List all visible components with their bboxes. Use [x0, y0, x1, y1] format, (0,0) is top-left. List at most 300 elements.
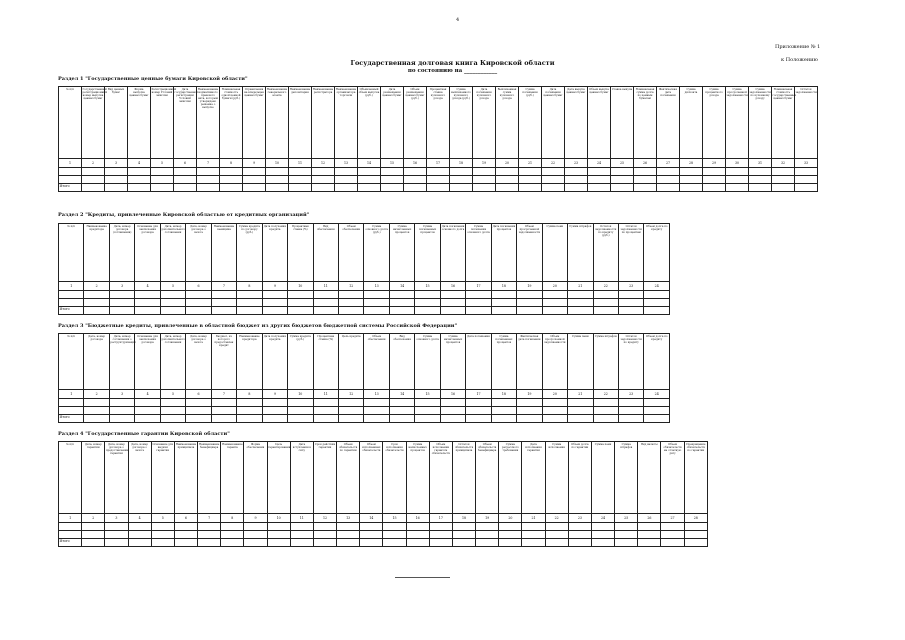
table-cell — [59, 523, 82, 531]
column-number: 19 — [476, 514, 499, 523]
table-cell — [404, 168, 427, 176]
table-cell — [364, 291, 389, 299]
table-cell — [415, 307, 440, 315]
table-cell — [360, 539, 383, 547]
table-cell — [545, 539, 568, 547]
table-row — [59, 299, 670, 307]
table-cell — [496, 168, 519, 176]
table-cell — [568, 399, 593, 407]
table-cell — [568, 407, 593, 415]
column-number: 19 — [517, 282, 542, 291]
table-cell — [615, 531, 638, 539]
table-cell — [288, 407, 313, 415]
table-cell — [197, 184, 220, 192]
table-cell — [221, 531, 244, 539]
column-header: Сумма дисконта — [680, 87, 703, 159]
column-header: Остаток задолженности по кредиту — [618, 334, 643, 390]
column-number-row — [59, 390, 670, 399]
column-header: Сумма регрессного требования — [499, 442, 522, 514]
table-cell — [618, 299, 643, 307]
table-cell — [105, 531, 128, 539]
table-cell — [593, 415, 618, 423]
table-cell — [517, 291, 542, 299]
table-cell — [517, 399, 542, 407]
table-cell — [615, 523, 638, 531]
column-number: 11 — [290, 514, 313, 523]
section-2-title: Раздел 2 "Кредиты, привлеченные Кировской областью от кредитных организаций" — [58, 212, 310, 218]
column-header: Сумма исполнения — [545, 442, 568, 514]
column-number: 6 — [186, 390, 211, 399]
table-cell — [312, 176, 335, 184]
table-cell — [244, 523, 267, 531]
column-header: Основание для заключения договора — [135, 224, 160, 282]
table-cell — [243, 168, 266, 176]
table-cell — [545, 523, 568, 531]
column-header: Объем обязательств бенефициара — [476, 442, 499, 514]
table-cell — [364, 307, 389, 315]
table-cell — [406, 523, 429, 531]
table-cell — [452, 539, 475, 547]
table-cell — [313, 299, 338, 307]
column-header: № п/п — [59, 87, 82, 159]
table-cell — [588, 168, 611, 176]
table-cell — [59, 407, 84, 415]
column-number-row — [59, 159, 818, 168]
column-number: 19 — [517, 390, 542, 399]
table-cell — [338, 307, 363, 315]
section-4-table — [58, 441, 708, 547]
column-number: 15 — [415, 390, 440, 399]
table-cell — [290, 523, 313, 531]
table-cell — [109, 407, 134, 415]
table-cell — [568, 415, 593, 423]
table-cell — [109, 399, 134, 407]
table-cell — [174, 539, 197, 547]
column-header: № п/п — [59, 334, 84, 390]
table-cell — [644, 291, 670, 299]
table-cell — [82, 539, 105, 547]
table-cell — [262, 291, 287, 299]
table-cell — [684, 539, 707, 547]
table-cell — [186, 399, 211, 407]
column-number: 5 — [151, 159, 174, 168]
table-row — [59, 291, 670, 299]
table-cell — [267, 539, 290, 547]
table-cell — [593, 299, 618, 307]
column-number: 24 — [644, 390, 670, 399]
column-number: 3 — [105, 159, 128, 168]
table-cell — [389, 407, 414, 415]
table-cell — [542, 415, 567, 423]
column-number: 12 — [312, 159, 335, 168]
column-number: 20 — [496, 159, 519, 168]
table-cell — [237, 299, 262, 307]
table-cell — [335, 176, 358, 184]
table-cell — [381, 176, 404, 184]
total-label: Итого — [59, 184, 82, 192]
header-row — [59, 334, 670, 390]
table-cell — [638, 539, 661, 547]
table-cell — [466, 299, 491, 307]
column-number: 15 — [415, 282, 440, 291]
table-cell — [237, 415, 262, 423]
table-cell — [772, 176, 795, 184]
column-header: Сумма штрафов — [615, 442, 638, 514]
table-cell — [358, 176, 381, 184]
table-cell — [491, 291, 516, 299]
table-row — [59, 531, 708, 539]
table-cell — [519, 176, 542, 184]
table-cell — [267, 523, 290, 531]
column-number: 9 — [244, 514, 267, 523]
column-number: 16 — [406, 514, 429, 523]
table-cell — [198, 531, 221, 539]
table-cell — [618, 407, 643, 415]
column-header: Объем обеспечения — [364, 334, 389, 390]
table-cell — [618, 415, 643, 423]
table-cell — [313, 531, 336, 539]
table-cell — [383, 531, 406, 539]
column-header: Сумма пени — [568, 334, 593, 390]
column-header: Процентная ставка (%) — [288, 224, 313, 282]
column-header: Сумма начисленных процентов — [406, 442, 429, 514]
column-number: 26 — [634, 159, 657, 168]
table-row — [59, 407, 670, 415]
table-cell — [82, 523, 105, 531]
column-number: 24 — [588, 159, 611, 168]
table-cell — [221, 539, 244, 547]
table-cell — [618, 291, 643, 299]
column-header: Дата получения кредита — [262, 334, 287, 390]
table-cell — [415, 415, 440, 423]
column-header: Сумма пени — [542, 224, 567, 282]
table-cell — [128, 176, 151, 184]
column-header: Форма выпуска ценных бумаг — [128, 87, 151, 159]
table-cell — [568, 531, 591, 539]
table-cell — [337, 523, 360, 531]
table-row — [59, 399, 670, 407]
table-cell — [634, 168, 657, 176]
table-cell — [519, 168, 542, 176]
table-cell — [542, 307, 567, 315]
column-number: 8 — [220, 159, 243, 168]
table-cell — [211, 307, 236, 315]
column-number: 17 — [429, 514, 452, 523]
column-header: Наименование кредитора — [237, 334, 262, 390]
column-number: 11 — [289, 159, 312, 168]
table-cell — [267, 531, 290, 539]
column-number: 6 — [186, 282, 211, 291]
table-cell — [312, 168, 335, 176]
column-header: Сумма начисленных процентов — [440, 334, 465, 390]
table-cell — [591, 539, 614, 547]
table-cell — [337, 539, 360, 547]
table-cell — [105, 539, 128, 547]
table-cell — [59, 176, 82, 184]
column-header: Дата, номер дополнительного соглашения — [160, 334, 185, 390]
table-cell — [186, 291, 211, 299]
column-number: 16 — [404, 159, 427, 168]
column-header: Сумма основного долга — [415, 334, 440, 390]
table-cell — [795, 176, 818, 184]
column-header: Сумма выплаченного купонного дохода (руб.) — [450, 87, 473, 159]
table-cell — [128, 184, 151, 192]
column-header: Дата погашения купонного дохода — [473, 87, 496, 159]
table-cell — [404, 176, 427, 184]
table-cell — [335, 184, 358, 192]
column-number: 3 — [105, 514, 128, 523]
column-header: Объем исполненных обязательств — [360, 442, 383, 514]
table-cell — [611, 176, 634, 184]
column-number: 5 — [160, 282, 185, 291]
table-cell — [565, 176, 588, 184]
column-number: 17 — [466, 390, 491, 399]
appendix-to-regulation: к Положению — [781, 57, 818, 63]
column-header: Сумма штрафов — [568, 224, 593, 282]
table-cell — [151, 523, 174, 531]
column-number: 9 — [243, 159, 266, 168]
table-cell — [109, 299, 134, 307]
table-cell — [288, 299, 313, 307]
table-cell — [288, 399, 313, 407]
column-header: Форма обеспечения — [244, 442, 267, 514]
table-cell — [198, 539, 221, 547]
table-cell — [84, 291, 109, 299]
table-cell — [174, 168, 197, 176]
column-number: 27 — [661, 514, 684, 523]
table-cell — [358, 184, 381, 192]
column-header: Сумма начисленных процентов — [389, 224, 414, 282]
column-header: Дата, номер договора — [84, 334, 109, 390]
column-header: Дата, номер договора о залоге — [186, 334, 211, 390]
table-cell — [680, 184, 703, 192]
table-cell — [644, 399, 670, 407]
column-header: Номинальная сумма долга по ценным бумагам — [634, 87, 657, 159]
column-header: Объем просроченной задолженности — [542, 334, 567, 390]
column-header: Остаток задолженности — [795, 87, 818, 159]
table-cell — [160, 407, 185, 415]
table-cell — [82, 531, 105, 539]
column-number: 9 — [262, 390, 287, 399]
table-cell — [262, 399, 287, 407]
column-header: Основание для выдачи гарантии — [151, 442, 174, 514]
table-cell — [749, 176, 772, 184]
table-cell — [542, 168, 565, 176]
column-number: 2 — [84, 282, 109, 291]
table-cell — [476, 539, 499, 547]
column-header: Объем просроченной задолженности — [517, 224, 542, 282]
total-label: Итого — [59, 539, 82, 547]
table-cell — [415, 299, 440, 307]
column-number: 21 — [568, 282, 593, 291]
column-header: Дата исполнения гарантии — [522, 442, 545, 514]
column-number: 13 — [364, 282, 389, 291]
column-header: Ставка выкупа — [611, 87, 634, 159]
column-number-row — [59, 514, 708, 523]
table-cell — [364, 299, 389, 307]
total-label: Итого — [59, 415, 84, 423]
column-number: 22 — [542, 159, 565, 168]
column-number: 19 — [473, 159, 496, 168]
column-header: Фактическая дата погашения — [657, 87, 680, 159]
column-header: Дата, номер договора (соглашения) — [109, 224, 134, 282]
table-cell — [496, 176, 519, 184]
table-cell — [105, 176, 128, 184]
column-header: Фактическая дата погашения — [517, 334, 542, 390]
column-number: 22 — [593, 282, 618, 291]
table-cell — [726, 184, 749, 192]
column-header: Дата погашения процентов — [491, 224, 516, 282]
table-cell — [135, 399, 160, 407]
table-cell — [128, 168, 151, 176]
column-header: Вид обеспечения — [313, 224, 338, 282]
total-label: Итого — [59, 307, 84, 315]
table-cell — [220, 176, 243, 184]
table-cell — [337, 531, 360, 539]
table-cell — [644, 407, 670, 415]
table-cell — [542, 184, 565, 192]
column-header: Объем исполнения гарантом обязательств — [429, 442, 452, 514]
table-cell — [289, 176, 312, 184]
column-number: 5 — [151, 514, 174, 523]
table-cell — [491, 399, 516, 407]
table-cell — [703, 184, 726, 192]
table-cell — [644, 299, 670, 307]
table-cell — [415, 399, 440, 407]
table-cell — [517, 415, 542, 423]
column-header: Номинальная стоимость государственных ценных бумаг — [772, 87, 795, 159]
table-cell — [429, 539, 452, 547]
column-header: Номинальная стоимость одной ценной бумаги (руб.) — [220, 87, 243, 159]
column-number: 13 — [364, 390, 389, 399]
table-cell — [288, 291, 313, 299]
column-number: 23 — [565, 159, 588, 168]
total-row — [59, 415, 670, 423]
table-cell — [491, 299, 516, 307]
table-cell — [795, 168, 818, 176]
table-cell — [427, 176, 450, 184]
column-header: № п/п — [59, 442, 82, 514]
column-header: Сумма задолженности по купонному доходу — [749, 87, 772, 159]
table-cell — [335, 168, 358, 176]
table-cell — [588, 176, 611, 184]
column-header: Наименование регистратора — [312, 87, 335, 159]
table-row — [59, 523, 708, 531]
table-cell — [466, 291, 491, 299]
table-cell — [440, 299, 465, 307]
column-header: Сумма просроченной задолженности — [726, 87, 749, 159]
table-cell — [313, 307, 338, 315]
table-cell — [568, 523, 591, 531]
column-number: 26 — [638, 514, 661, 523]
table-cell — [312, 184, 335, 192]
table-cell — [160, 291, 185, 299]
table-cell — [749, 168, 772, 176]
table-cell — [593, 399, 618, 407]
column-header: Дата вступления в силу — [290, 442, 313, 514]
table-cell — [795, 184, 818, 192]
table-cell — [615, 539, 638, 547]
table-cell — [105, 184, 128, 192]
column-number: 17 — [427, 159, 450, 168]
table-cell — [406, 539, 429, 547]
header-row — [59, 224, 670, 282]
column-number: 25 — [611, 159, 634, 168]
table-cell — [82, 184, 105, 192]
table-cell — [262, 407, 287, 415]
table-cell — [427, 184, 450, 192]
table-cell — [338, 299, 363, 307]
column-number: 6 — [174, 159, 197, 168]
table-cell — [638, 523, 661, 531]
column-header: Дата получения кредита — [262, 224, 287, 282]
table-cell — [197, 176, 220, 184]
column-number: 22 — [593, 390, 618, 399]
table-cell — [568, 539, 591, 547]
table-cell — [542, 299, 567, 307]
column-number: 28 — [684, 514, 707, 523]
table-cell — [657, 176, 680, 184]
column-header: Объем долга по гарантии — [568, 442, 591, 514]
table-cell — [59, 168, 82, 176]
column-header: Бюджет, из которого предоставлен кредит — [211, 334, 236, 390]
total-row — [59, 539, 708, 547]
table-cell — [450, 184, 473, 192]
table-cell — [84, 407, 109, 415]
table-cell — [381, 168, 404, 176]
table-cell — [128, 539, 151, 547]
section-3-table — [58, 333, 670, 423]
column-header: Сумма процентного дохода — [703, 87, 726, 159]
column-number: 1 — [59, 159, 82, 168]
table-cell — [772, 168, 795, 176]
column-number-row — [59, 282, 670, 291]
table-cell — [211, 399, 236, 407]
column-header: Процентная ставка (%) — [313, 334, 338, 390]
table-cell — [358, 168, 381, 176]
header-row — [59, 87, 818, 159]
table-cell — [244, 539, 267, 547]
section-4-title: Раздел 4 "Государственные гарантии Кировской области" — [58, 431, 230, 437]
table-cell — [593, 307, 618, 315]
table-cell — [186, 307, 211, 315]
table-cell — [680, 176, 703, 184]
column-number: 30 — [726, 159, 749, 168]
column-number: 2 — [84, 390, 109, 399]
column-number: 20 — [542, 282, 567, 291]
table-cell — [657, 184, 680, 192]
table-cell — [591, 531, 614, 539]
column-number: 22 — [545, 514, 568, 523]
table-cell — [174, 184, 197, 192]
table-cell — [593, 291, 618, 299]
table-cell — [59, 299, 84, 307]
column-header: Вид ценных бумаг — [105, 87, 128, 159]
column-number: 4 — [128, 514, 151, 523]
table-cell — [288, 307, 313, 315]
table-cell — [466, 399, 491, 407]
column-header: Ограничения на владельцев ценных бумаг — [243, 87, 266, 159]
table-cell — [221, 523, 244, 531]
table-cell — [473, 176, 496, 184]
table-cell — [466, 407, 491, 415]
column-header: Процентная ставка купонного дохода — [427, 87, 450, 159]
column-number: 8 — [221, 514, 244, 523]
column-number: 4 — [135, 282, 160, 291]
column-header: Наименование нормативного правового акта, которым утверждено решение о выпуске — [197, 87, 220, 159]
signature-line — [395, 577, 450, 578]
table-cell — [211, 407, 236, 415]
